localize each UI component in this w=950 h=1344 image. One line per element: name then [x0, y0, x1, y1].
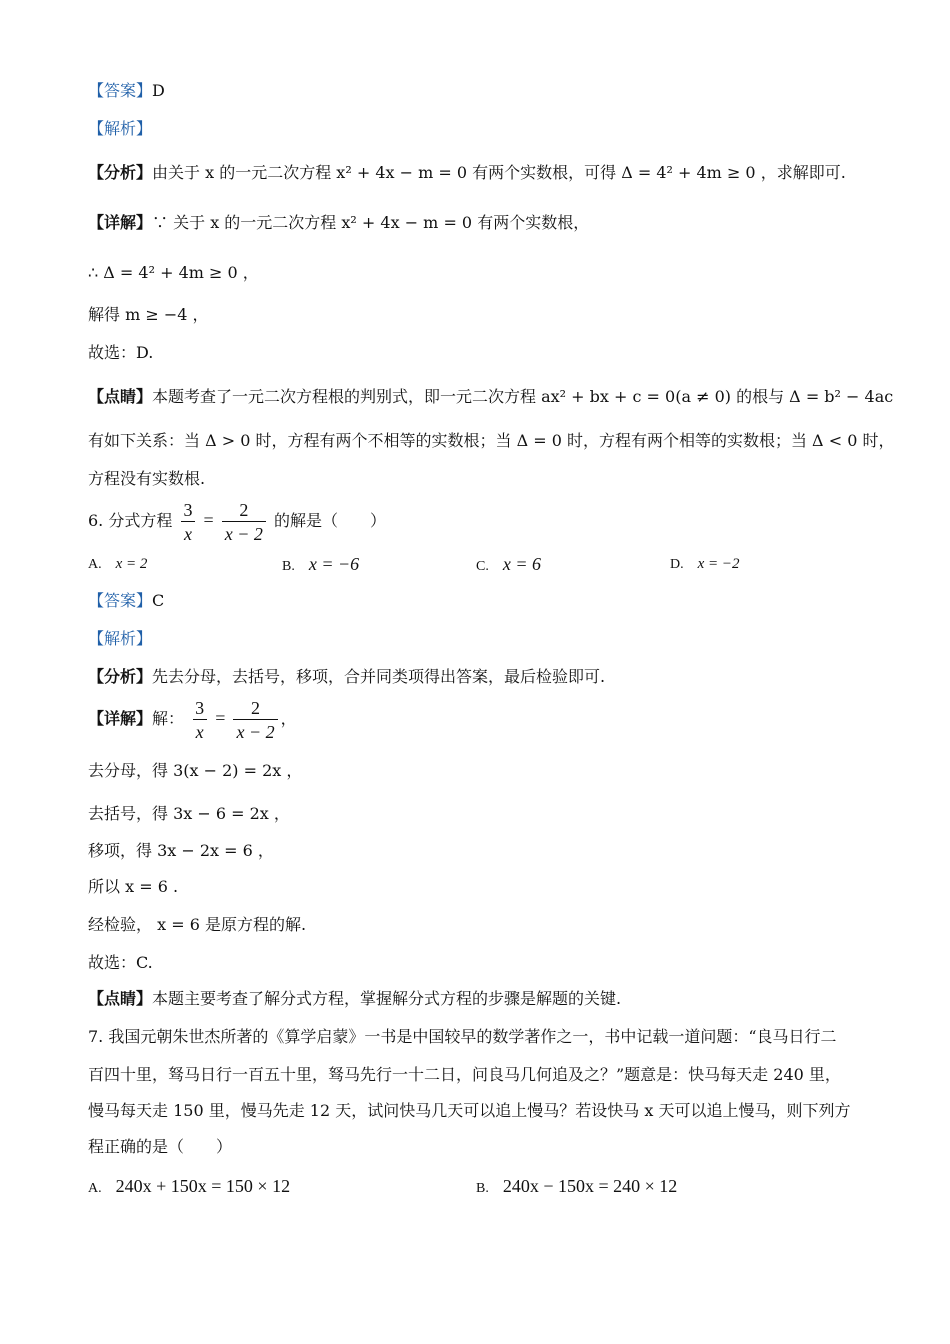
- q5-analysis-line: [88, 118, 152, 140]
- q6-answer-line: [88, 590, 164, 612]
- option-expr: 240x + 150x = 150 × 12: [115, 1176, 291, 1196]
- dianjing-text: 方程没有实数根.: [88, 469, 206, 488]
- dianjing-text: 有如下关系：当 Δ > 0 时，方程有两个不相等的实数根；当 Δ = 0 时，方程有两个相等的实数根；当 Δ < 0 时，: [88, 431, 895, 450]
- fraction-right: [233, 698, 277, 742]
- fraction-denominator: x − 2: [222, 521, 266, 544]
- q7-stem-line-4: [88, 1136, 232, 1158]
- dianjing-tag: 【点睛】: [88, 387, 153, 406]
- step-text: 所以 x = 6 .: [88, 877, 179, 896]
- step-text: 故选：C.: [88, 953, 153, 972]
- q6-stem: [88, 498, 386, 544]
- q6-option-b[interactable]: [282, 553, 359, 578]
- step-text: ∴ Δ = 4² + 4m ≥ 0 ，: [88, 263, 259, 282]
- answer-value: D: [152, 81, 165, 100]
- answer-tag: 【答案】: [88, 591, 153, 610]
- q6-stem-prefix: 6. 分式方程: [88, 511, 173, 530]
- analysis-tag: 【解析】: [88, 629, 153, 648]
- q6-xiangjie-line: [88, 696, 297, 742]
- q6-option-c[interactable]: [476, 553, 541, 578]
- step-text: 故选：D.: [88, 343, 154, 362]
- option-expr: x = 6: [502, 554, 541, 574]
- q6-option-a[interactable]: [88, 553, 147, 576]
- stem-text: 慢马每天走 150 里，慢马先走 12 天，试问快马几天可以追上慢马？若设快马 x 天可以追上慢马，则下列方: [88, 1101, 851, 1120]
- q6-step-5: [88, 914, 306, 936]
- option-label: A.: [88, 557, 102, 572]
- fraction-numerator: 3: [195, 697, 205, 718]
- q5-dianjing-line-1: [88, 386, 893, 408]
- q6-analysis-line: [88, 628, 152, 650]
- q5-dianjing-line-3: [88, 468, 205, 490]
- q5-answer-line: [88, 80, 165, 102]
- dianjing-text: 本题主要考查了解分式方程，掌握解分式方程的步骤是解题的关键.: [152, 989, 622, 1008]
- q7-option-a[interactable]: [88, 1175, 290, 1200]
- dianjing-text: 本题考查了一元二次方程根的判别式，即一元二次方程 ax² + bx + c = 0(a ≠ 0) 的根与 Δ = b² − 4ac: [152, 387, 894, 406]
- q6-stem-suffix: 的解是（ ）: [274, 511, 387, 530]
- q5-xiangjie-line: [88, 212, 589, 234]
- option-expr: x = −2: [697, 556, 740, 572]
- stem-text: 程正确的是（ ）: [88, 1137, 233, 1156]
- analysis-tag: 【解析】: [88, 119, 153, 138]
- q6-option-d[interactable]: [670, 553, 740, 576]
- q7-option-b[interactable]: [476, 1175, 677, 1200]
- q6-step-6: [88, 952, 153, 974]
- q5-fenxi-line: [88, 162, 846, 184]
- dianjing-tag: 【点睛】: [88, 989, 153, 1008]
- option-label: B.: [282, 559, 295, 574]
- q7-stem-line-1: [88, 1026, 837, 1048]
- fraction-numerator: 2: [239, 499, 249, 520]
- q5-dianjing-line-2: [88, 430, 894, 452]
- fraction-left: [180, 500, 195, 544]
- option-label: B.: [476, 1181, 489, 1196]
- q6-step-4: [88, 876, 178, 898]
- option-expr: x = 2: [115, 556, 148, 572]
- fenxi-tag: 【分析】: [88, 163, 153, 182]
- option-label: C.: [476, 559, 489, 574]
- q6-dianjing-line: [88, 988, 621, 1010]
- fraction-right: [222, 500, 266, 544]
- q6-fenxi-line: [88, 666, 605, 688]
- fraction-denominator: x: [181, 521, 195, 544]
- option-expr: x = −6: [308, 554, 360, 574]
- xiangjie-text: ∵ 关于 x 的一元二次方程 x² + 4x − m = 0 有两个实数根，: [152, 213, 590, 232]
- q7-stem-line-3: [88, 1100, 850, 1122]
- stem-text: 7. 我国元朝朱世杰所著的《算学启蒙》一书是中国较早的数学著作之一，书中记载一道问题：“良马日行二: [88, 1027, 837, 1046]
- fenxi-text: 由关于 x 的一元二次方程 x² + 4x − m = 0 有两个实数根，可得 Δ = 4² + 4m ≥ 0 ，求解即可.: [152, 163, 846, 182]
- fraction-numerator: 2: [251, 697, 261, 718]
- xiangjie-prefix: 解：: [152, 709, 185, 728]
- q7-stem-line-2: [88, 1064, 841, 1086]
- step-text: 去括号，得 3x − 6 = 2x ，: [88, 804, 290, 823]
- q6-step-3: [88, 840, 274, 862]
- fenxi-text: 先去分母，去括号，移项，合并同类项得出答案，最后检验即可.: [152, 667, 606, 686]
- answer-value: C: [152, 591, 165, 610]
- q6-step-2: [88, 803, 290, 825]
- stem-text: 百四十里，驽马日行一百五十里，驽马先行一十二日，问良马几何追及之？”题意是：快马每天走 240 里，: [88, 1065, 841, 1084]
- q6-step-1: [88, 760, 302, 782]
- q5-step-1: [88, 262, 259, 284]
- step-text: 解得 m ≥ −4 ，: [88, 305, 209, 324]
- step-text: 去分母，得 3(x − 2) = 2x ，: [88, 761, 303, 780]
- answer-tag: 【答案】: [88, 81, 153, 100]
- option-label: D.: [670, 557, 684, 572]
- option-expr: 240x − 150x = 240 × 12: [502, 1176, 678, 1196]
- xiangjie-tag: 【详解】: [88, 709, 153, 728]
- xiangjie-suffix: ，: [280, 709, 297, 728]
- option-label: A.: [88, 1181, 102, 1196]
- step-text: 经检验， x = 6 是原方程的解.: [88, 915, 307, 934]
- q5-step-2: [88, 304, 209, 326]
- fraction-left: [192, 698, 207, 742]
- fraction-denominator: x: [193, 719, 207, 742]
- xiangjie-tag: 【详解】: [88, 213, 153, 232]
- fenxi-tag: 【分析】: [88, 667, 153, 686]
- equals-sign: =: [203, 510, 214, 530]
- step-text: 移项，得 3x − 2x = 6 ，: [88, 841, 274, 860]
- fraction-denominator: x − 2: [233, 719, 277, 742]
- equals-sign: =: [215, 708, 226, 728]
- fraction-numerator: 3: [183, 499, 193, 520]
- q5-step-3: [88, 342, 153, 364]
